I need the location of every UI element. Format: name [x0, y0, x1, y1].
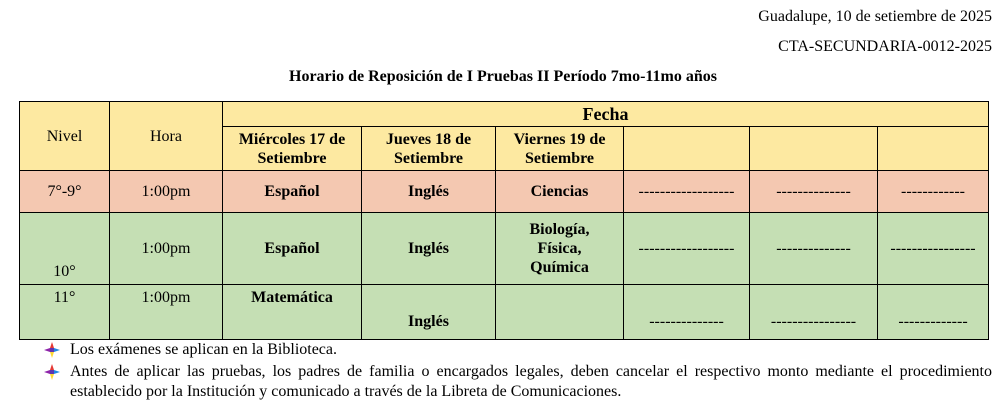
four-color-diamond-bullet-icon	[44, 364, 60, 380]
header-empty-2	[750, 127, 878, 171]
cell-jueves: Inglés	[362, 285, 496, 340]
document-title: Horario de Reposición de I Pruebas II Período 7mo-11mo años	[289, 68, 717, 85]
note-item	[44, 340, 992, 360]
header-day-miercoles: Miércoles 17 de Setiembre	[223, 127, 362, 171]
cell-extra-1: --------------	[624, 285, 750, 340]
cell-viernes-line: Física,	[537, 240, 582, 257]
four-color-diamond-bullet-icon	[44, 342, 60, 358]
cell-miercoles: Español	[223, 213, 362, 285]
header-nivel: Nivel	[20, 102, 110, 171]
cell-hora: 1:00pm	[110, 285, 223, 340]
cell-viernes-line: Química	[530, 259, 589, 276]
cell-jueves: Inglés	[362, 171, 496, 213]
document-code: CTA-SECUNDARIA-0012-2025	[778, 38, 992, 55]
note-text: Los exámenes se aplican en la Biblioteca.	[70, 341, 338, 358]
cell-extra-1: ------------------	[624, 213, 750, 285]
cell-extra-3: ------------	[878, 171, 989, 213]
cell-hora: 1:00pm	[110, 171, 223, 213]
schedule-table	[19, 101, 989, 340]
cell-extra-1: ------------------	[624, 171, 750, 213]
header-fecha: Fecha	[223, 102, 989, 127]
cell-miercoles: Español	[223, 171, 362, 213]
table-row	[20, 285, 989, 340]
cell-extra-3: ----------------	[878, 213, 989, 285]
cell-viernes-line: Biología,	[529, 221, 590, 238]
header-row-top	[20, 102, 989, 127]
header-day-jueves: Jueves 18 de Setiembre	[362, 127, 496, 171]
header-empty-3	[878, 127, 989, 171]
cell-viernes	[496, 285, 624, 340]
header-day-viernes: Viernes 19 de Setiembre	[496, 127, 624, 171]
document-date: Guadalupe, 10 de setiembre de 2025	[758, 8, 992, 25]
cell-nivel: 7°-9°	[20, 171, 110, 213]
header-hora: Hora	[110, 102, 223, 171]
note-item	[44, 362, 992, 402]
cell-nivel: 11°	[20, 285, 110, 340]
note-text: Antes de aplicar las pruebas, los padres de familia o encargados legales, deben cancelar el respectivo monto mediante el procedimiento establecido por la Institución y comunicado a través de la Libreta de Comunicaciones.	[70, 363, 992, 400]
cell-viernes	[496, 213, 624, 285]
cell-viernes: Ciencias	[496, 171, 624, 213]
cell-hora: 1:00pm	[110, 213, 223, 285]
cell-extra-2: --------------	[750, 171, 878, 213]
cell-extra-2: ----------------	[750, 285, 878, 340]
table-row	[20, 213, 989, 285]
cell-extra-3: -------------	[878, 285, 989, 340]
table-row	[20, 171, 989, 213]
cell-jueves: Inglés	[362, 213, 496, 285]
cell-nivel: 10°	[20, 213, 110, 285]
cell-extra-2: --------------	[750, 213, 878, 285]
header-empty-1	[624, 127, 750, 171]
cell-miercoles: Matemática	[223, 285, 362, 340]
